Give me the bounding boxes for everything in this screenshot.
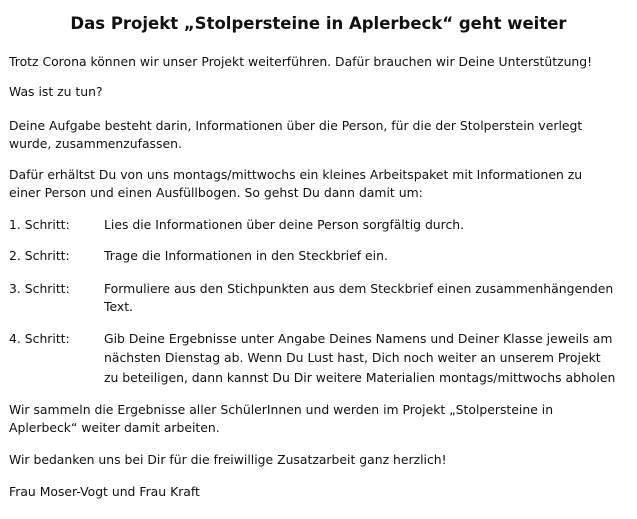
question-paragraph: Was ist zu tun?	[9, 84, 103, 99]
step-3-label: 3. Schritt:	[9, 281, 70, 296]
intro-paragraph: Trotz Corona können wir unser Projekt weiterführen. Dafür brauchen wir Deine Unterstützung!	[9, 54, 593, 69]
collect-paragraph-line-2: Aplerbeck“ weiter damit arbeiten.	[9, 420, 220, 435]
step-4-label: 4. Schritt:	[9, 331, 70, 346]
step-4-text-line-3: zu beteiligen, dann kannst Du Dir weitere Materialien montags/mittwochs abholen	[104, 370, 616, 385]
task-paragraph-line-2: wurde, zusammenzufassen.	[9, 136, 182, 151]
thanks-paragraph: Wir bedanken uns bei Dir für die freiwillige Zusatzarbeit ganz herzlich!	[9, 452, 447, 467]
step-1-text-line-1: Lies die Informationen über deine Person sorgfältig durch.	[104, 217, 465, 232]
signature: Frau Moser-Vogt und Frau Kraft	[9, 484, 200, 499]
receive-paragraph-line-1: Dafür erhältst Du von uns montags/mittwochs ein kleines Arbeitspaket mit Informationen zu	[9, 167, 583, 182]
step-4-text-line-2: nächsten Dienstag ab. Wenn Du Lust hast, Dich noch weiter an unserem Projekt	[104, 350, 601, 365]
receive-paragraph-line-2: einer Person und einen Ausfüllbogen. So gehst Du dann damit um:	[9, 185, 423, 200]
task-paragraph-line-1: Deine Aufgabe besteht darin, Informationen über die Person, für die der Stolperstein verlegt	[9, 118, 583, 133]
step-1-label: 1. Schritt:	[9, 217, 70, 232]
step-3-text-line-2: Text.	[104, 299, 133, 314]
document-title: Das Projekt „Stolpersteine in Aplerbeck“ geht weiter	[70, 14, 567, 33]
step-3-text-line-1: Formuliere aus den Stichpunkten aus dem Steckbrief einen zusammenhängenden	[104, 281, 614, 296]
step-4-text-line-1: Gib Deine Ergebnisse unter Angabe Deines Namens und Deiner Klasse jeweils am	[104, 331, 613, 346]
step-2-text-line-1: Trage die Informationen in den Steckbrief ein.	[104, 248, 388, 263]
step-2-label: 2. Schritt:	[9, 248, 70, 263]
collect-paragraph-line-1: Wir sammeln die Ergebnisse aller SchülerInnen und werden im Projekt „Stolpersteine in	[9, 402, 554, 417]
